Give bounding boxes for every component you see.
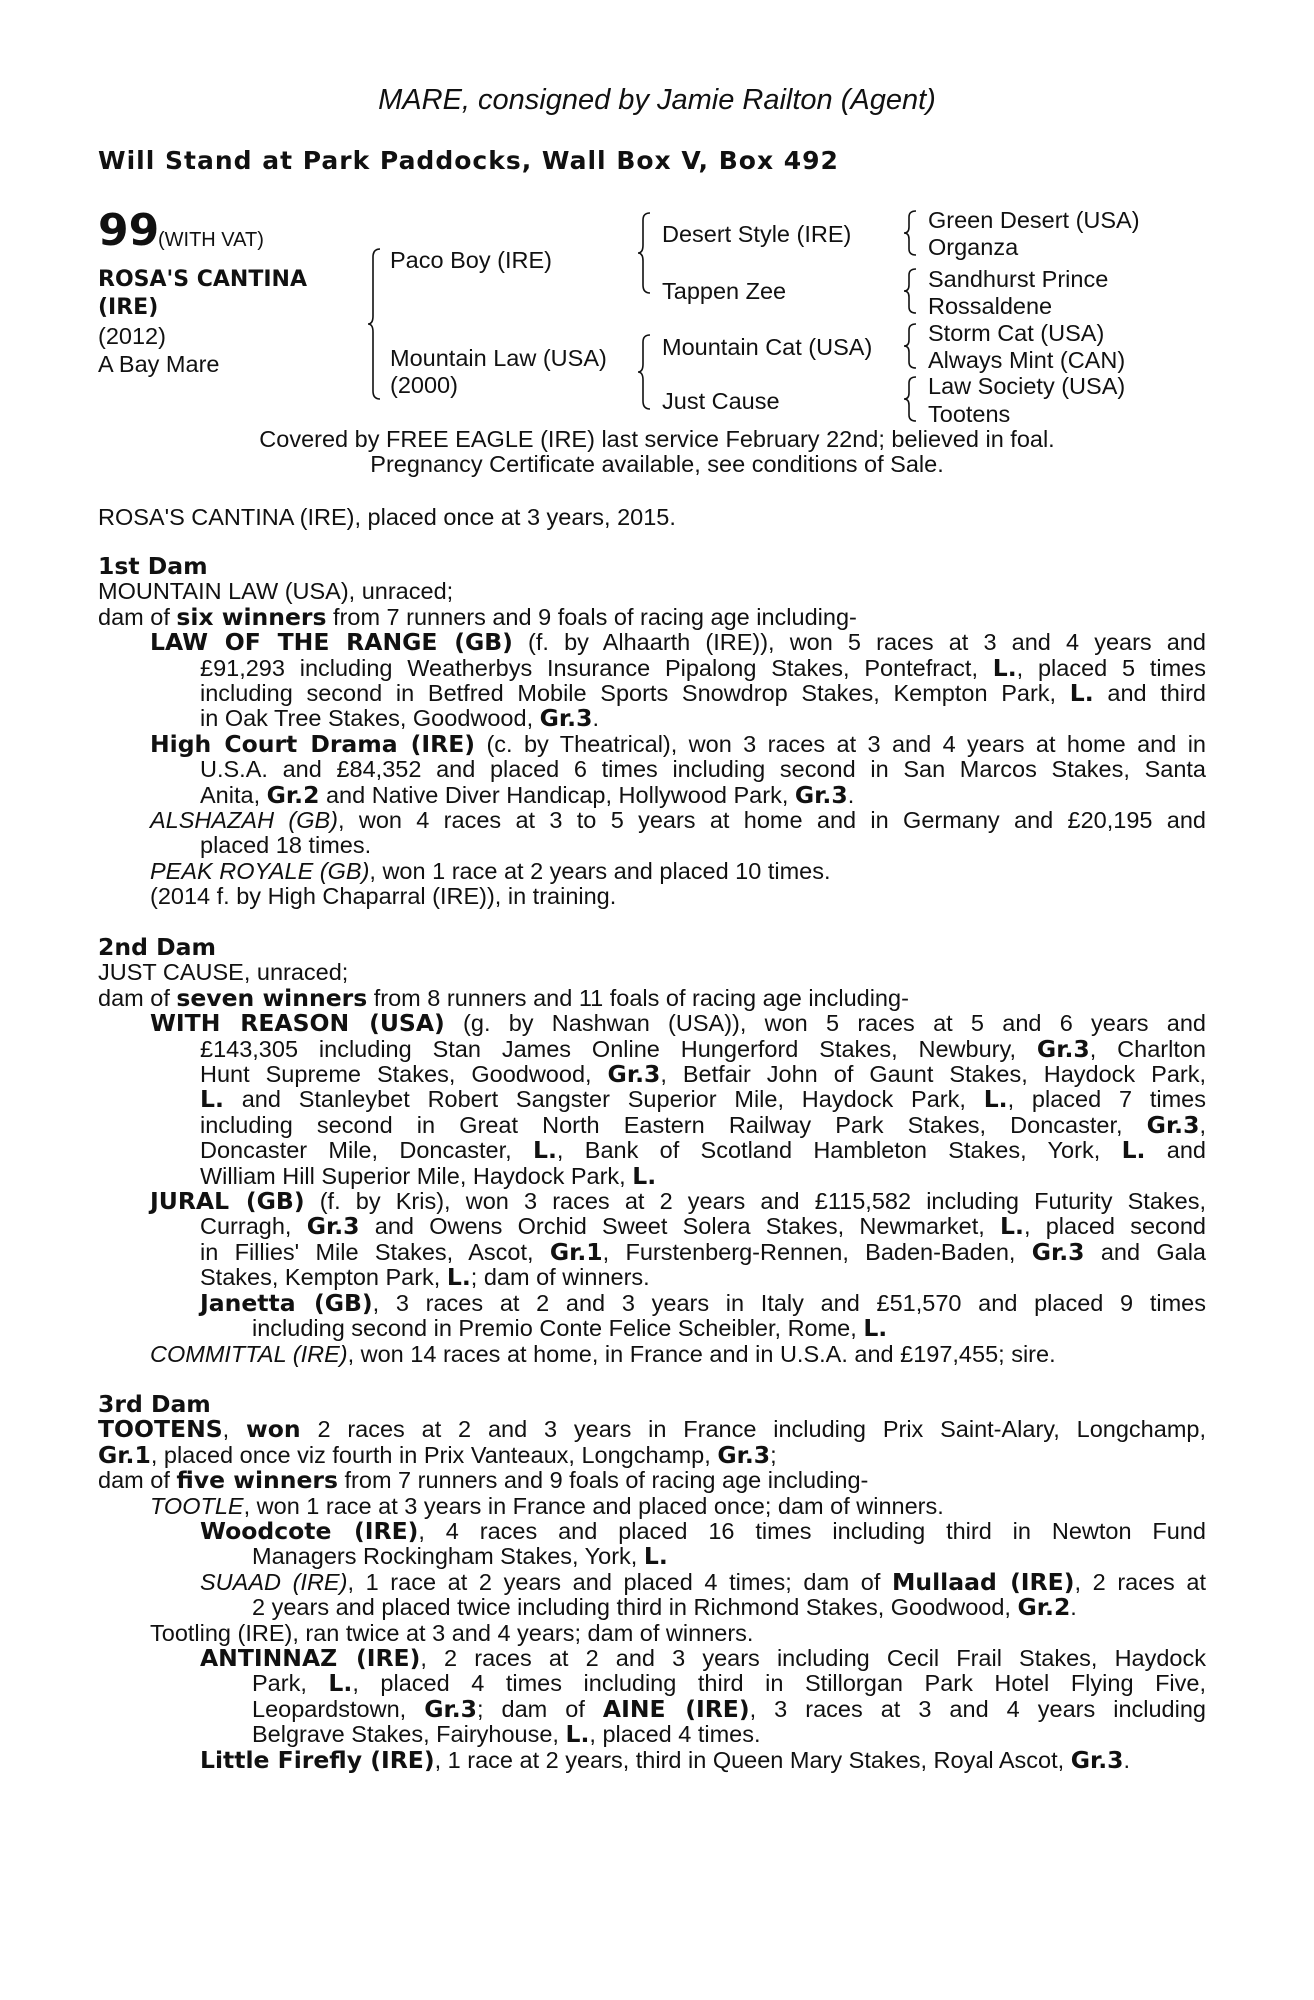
horse-name-line2: (IRE) [98,295,159,320]
horse-description: A Bay Mare [98,351,220,377]
horse-name-line1: ROSA'S CANTINA [98,267,307,292]
produce-line: Janetta (GB), 3 races at 2 and 3 years in Italy and £51,570 and placed 9 times [200,1288,1206,1317]
pedigree-bracket-g1 [904,210,918,256]
produce-line: COMMITTAL (IRE), won 14 races at home, in France and in U.S.A. and £197,455; sire. [150,1340,1056,1367]
section-heading: 3rd Dam [98,1390,211,1418]
pedigree-gen3-6: Always Mint (CAN) [928,347,1126,373]
pedigree-dam-sire: Mountain Cat (USA) [662,334,873,360]
produce-line: Belgrave Stakes, Fairyhouse, L., placed 4 times. [252,1720,761,1749]
produce-line: Anita, Gr.2 and Native Diver Handicap, Hollywood Park, Gr.3. [200,780,855,809]
pedigree-gen3-3: Sandhurst Prince [928,266,1109,292]
third-dam-section [98,1392,1206,1773]
pedigree-gen3-4: Rossaldene [928,293,1053,319]
dam-line: Gr.1, placed once viz fourth in Prix Vanteaux, Longchamp, Gr.3; [98,1440,777,1469]
produce-line: including second in Premio Conte Felice Scheibler, Rome, L. [252,1314,888,1343]
produce-line: SUAAD (IRE), 1 race at 2 years and placed 4 times; dam of Mullaad (IRE), 2 races at [200,1567,1207,1596]
second-dam-section [98,935,1206,1367]
pedigree-gen3-8: Tootens [928,401,1011,427]
pedigree-dam-year: (2000) [390,372,458,398]
produce-line: Hunt Supreme Stakes, Goodwood, Gr.3, Betfair John of Gaunt Stakes, Haydock Park, [200,1060,1206,1089]
dam-line: TOOTENS, won 2 races at 2 and 3 years in France including Prix Saint-Alary, Longchamp, [98,1415,1206,1444]
produce-line: Park, L., placed 4 times including third in Stillorgan Park Hotel Flying Five, [252,1669,1206,1698]
pedigree-dam-dam: Just Cause [662,388,780,414]
pedigree-bracket-g4 [904,376,918,422]
horse-year: (2012) [98,323,166,349]
pedigree-sire-sire: Desert Style (IRE) [662,221,852,247]
produce-line: in Oak Tree Stakes, Goodwood, Gr.3. [200,704,599,733]
dam-produce-line: dam of seven winners from 8 runners and 11 foals of racing age including- [98,983,909,1012]
produce-line: ALSHAZAH (GB), won 4 races at 3 to 5 years at home and in Germany and £20,195 and [150,807,1207,834]
produce-line: William Hill Superior Mile, Haydock Park, L. [200,1161,657,1190]
produce-line: placed 18 times. [200,832,372,859]
pedigree-gen3-1: Green Desert (USA) [928,207,1140,233]
pedigree-bracket-sire [638,212,652,294]
produce-line: in Fillies' Mile Stakes, Ascot, Gr.1, Furstenberg-Rennen, Baden-Baden, Gr.3 and Gala [200,1237,1206,1266]
horse-info [98,266,307,378]
pedigree-bracket-dam [638,334,652,410]
pedigree-sire: Paco Boy (IRE) [390,247,552,273]
pedigree-bracket-g2 [904,268,918,314]
produce-line: U.S.A. and £84,352 and placed 6 times including second in San Marcos Stakes, Santa [200,756,1206,783]
produce-line: Doncaster Mile, Doncaster, L., Bank of Scotland Hambleton Stakes, York, L. and [200,1136,1206,1165]
covered-line-2: Pregnancy Certificate available, see conditions of Sale. [370,451,944,477]
produce-line: JURAL (GB) (f. by Kris), won 3 races at 2 years and £115,582 including Futurity Stakes, [150,1187,1206,1216]
page-title: MARE, consigned by Jamie Railton (Agent) [378,84,936,116]
produce-line: Little Firefly (IRE), 1 race at 2 years, third in Queen Mary Stakes, Royal Ascot, Gr.3. [200,1745,1131,1774]
produce-line: Stakes, Kempton Park, L.; dam of winners. [200,1263,650,1292]
produce-line: including second in Betfred Mobile Sports Snowdrop Stakes, Kempton Park, L. and third [200,679,1206,708]
pedigree-gen3-5: Storm Cat (USA) [928,320,1105,346]
dam-produce-line: dam of five winners from 7 runners and 9 foals of racing age including- [98,1466,869,1495]
dam-line: MOUNTAIN LAW (USA), unraced; [98,578,454,605]
lot-number: 99 [98,205,160,256]
produce-line: ANTINNAZ (IRE), 2 races at 2 and 3 years including Cecil Frail Stakes, Haydock [200,1644,1206,1673]
produce-line: 2 years and placed twice including third in Richmond Stakes, Goodwood, Gr.2. [252,1593,1077,1622]
produce-line: £91,293 including Weatherbys Insurance Pipalong Stakes, Pontefract, L., placed 5 times [200,653,1206,682]
produce-line: WITH REASON (USA) (g. by Nashwan (USA)), won 5 races at 5 and 6 years and [150,1009,1206,1038]
produce-line: Managers Rockingham Stakes, York, L. [252,1542,668,1571]
produce-line: High Court Drama (IRE) (c. by Theatrical), won 3 races at 3 and 4 years at home and in [150,729,1206,758]
covered-line-1: Covered by FREE EAGLE (IRE) last service February 22nd; believed in foal. [259,426,1055,452]
pedigree-dam: Mountain Law (USA) [390,345,607,371]
pedigree-gen3-2: Organza [928,234,1019,260]
section-heading: 2nd Dam [98,933,216,961]
dam-produce-line: dam of six winners from 7 runners and 9 foals of racing age including- [98,602,857,631]
produce-line: Tootling (IRE), ran twice at 3 and 4 years; dam of winners. [150,1619,754,1646]
pedigree-gen3-7: Law Society (USA) [928,373,1126,399]
pedigree-sire-dam: Tappen Zee [662,278,787,304]
intro-line: ROSA'S CANTINA (IRE), placed once at 3 years, 2015. [98,504,676,530]
pedigree-bracket-main [368,248,382,400]
produce-line: L. and Stanleybet Robert Sangster Superior Mile, Haydock Park, L., placed 7 times [200,1085,1206,1114]
produce-line: Curragh, Gr.3 and Owens Orchid Sweet Solera Stakes, Newmarket, L., placed second [200,1212,1206,1241]
produce-line: Woodcote (IRE), 4 races and placed 16 times including third in Newton Fund [200,1517,1206,1546]
stand-location: Will Stand at Park Paddocks, Wall Box V, Box 492 [98,146,839,175]
produce-line: TOOTLE, won 1 race at 3 years in France and placed once; dam of winners. [150,1492,944,1519]
produce-line: (2014 f. by High Chaparral (IRE)), in training. [150,883,617,910]
produce-line: Leopardstown, Gr.3; dam of AINE (IRE), 3 races at 3 and 4 years including [252,1694,1206,1723]
produce-line: PEAK ROYALE (GB), won 1 race at 2 years and placed 10 times. [150,857,831,884]
produce-line: including second in Great North Eastern Railway Park Stakes, Doncaster, Gr.3, [200,1110,1206,1139]
pedigree-bracket-g3 [904,323,918,369]
vat-note: (WITH VAT) [158,229,264,251]
first-dam-section [98,554,1206,910]
produce-line: LAW OF THE RANGE (GB) (f. by Alhaarth (IRE)), won 5 races at 3 and 4 years and [150,628,1206,657]
section-heading: 1st Dam [98,552,208,580]
dam-line: JUST CAUSE, unraced; [98,959,349,986]
produce-line: £143,305 including Stan James Online Hungerford Stakes, Newbury, Gr.3, Charlton [200,1034,1206,1063]
